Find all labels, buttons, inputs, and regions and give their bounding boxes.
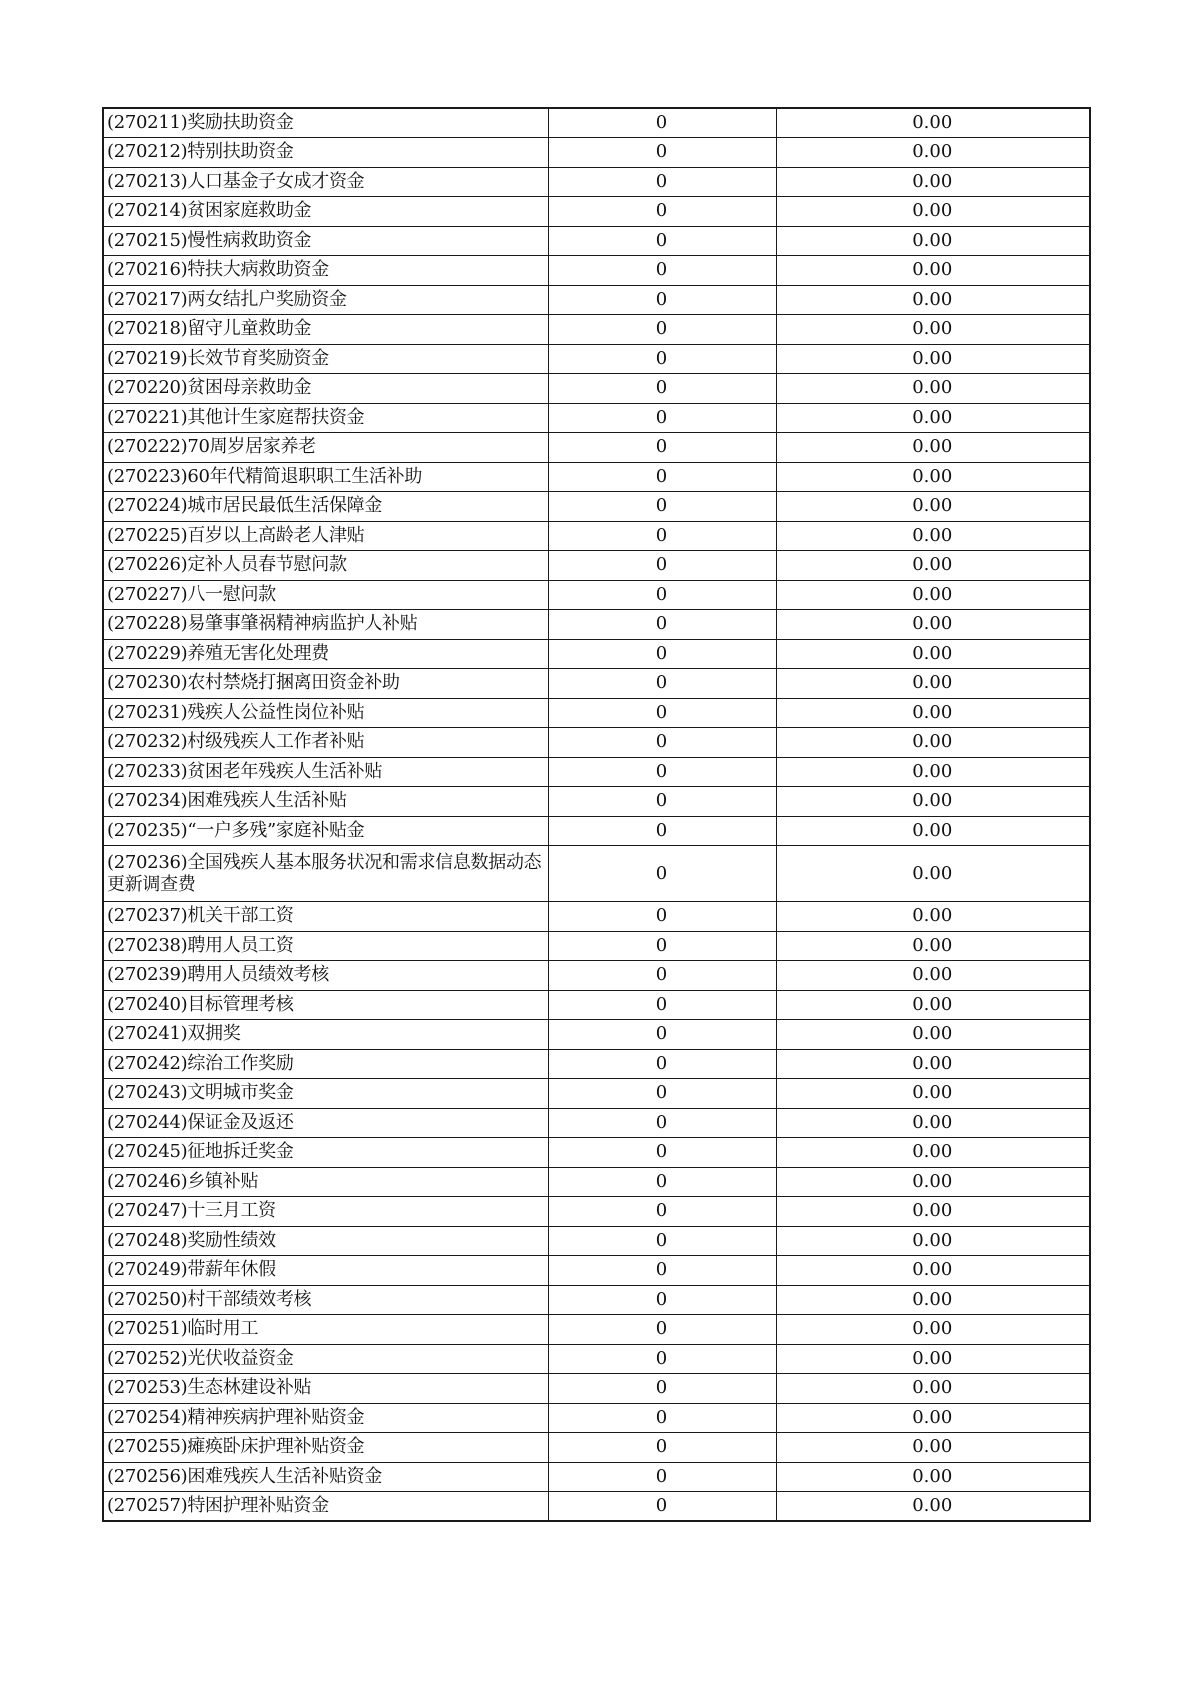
item-amount-cell: 0.00 xyxy=(776,226,1090,256)
item-name-cell: (270216)特扶大病救助资金 xyxy=(103,256,548,286)
table-row xyxy=(103,669,1090,699)
item-name-cell: (270223)60年代精简退职职工生活补助 xyxy=(103,462,548,492)
table-row xyxy=(103,961,1090,991)
item-amount-cell: 0.00 xyxy=(776,315,1090,345)
table-row xyxy=(103,1108,1090,1138)
item-amount-cell: 0.00 xyxy=(776,728,1090,758)
item-count-cell: 0 xyxy=(548,698,776,728)
item-amount-cell: 0.00 xyxy=(776,1049,1090,1079)
table-row xyxy=(103,138,1090,168)
item-amount-cell: 0.00 xyxy=(776,1256,1090,1286)
item-count-cell: 0 xyxy=(548,1285,776,1315)
item-name-cell: (270251)临时用工 xyxy=(103,1315,548,1345)
table-row xyxy=(103,285,1090,315)
table-row xyxy=(103,1079,1090,1109)
item-count-cell: 0 xyxy=(548,1197,776,1227)
table-row xyxy=(103,226,1090,256)
item-amount-cell: 0.00 xyxy=(776,1462,1090,1492)
item-name-cell: (270246)乡镇补贴 xyxy=(103,1167,548,1197)
item-amount-cell: 0.00 xyxy=(776,1285,1090,1315)
item-name-cell: (270240)目标管理考核 xyxy=(103,990,548,1020)
item-name-cell: (270225)百岁以上高龄老人津贴 xyxy=(103,521,548,551)
item-amount-cell: 0.00 xyxy=(776,197,1090,227)
item-count-cell: 0 xyxy=(548,1315,776,1345)
item-name-cell: (270242)综治工作奖励 xyxy=(103,1049,548,1079)
item-count-cell: 0 xyxy=(548,256,776,286)
item-amount-cell: 0.00 xyxy=(776,580,1090,610)
table-row xyxy=(103,990,1090,1020)
item-amount-cell: 0.00 xyxy=(776,167,1090,197)
item-count-cell: 0 xyxy=(548,1167,776,1197)
item-name-cell: (270215)慢性病救助资金 xyxy=(103,226,548,256)
item-count-cell: 0 xyxy=(548,1433,776,1463)
item-name-cell: (270218)留守儿童救助金 xyxy=(103,315,548,345)
item-amount-cell: 0.00 xyxy=(776,961,1090,991)
item-name-cell: (270235)“一户多残”家庭补贴金 xyxy=(103,816,548,846)
item-name-cell: (270233)贫困老年残疾人生活补贴 xyxy=(103,757,548,787)
item-name-cell: (270231)残疾人公益性岗位补贴 xyxy=(103,698,548,728)
item-name-cell: (270243)文明城市奖金 xyxy=(103,1079,548,1109)
item-count-cell: 0 xyxy=(548,315,776,345)
item-count-cell: 0 xyxy=(548,846,776,902)
item-name-cell: (270234)困难残疾人生活补贴 xyxy=(103,787,548,817)
item-amount-cell: 0.00 xyxy=(776,1020,1090,1050)
item-name-cell: (270229)养殖无害化处理费 xyxy=(103,639,548,669)
item-amount-cell: 0.00 xyxy=(776,610,1090,640)
item-amount-cell: 0.00 xyxy=(776,639,1090,669)
item-count-cell: 0 xyxy=(548,580,776,610)
item-amount-cell: 0.00 xyxy=(776,787,1090,817)
item-count-cell: 0 xyxy=(548,521,776,551)
item-name-cell: (270212)特别扶助资金 xyxy=(103,138,548,168)
item-count-cell: 0 xyxy=(548,816,776,846)
item-amount-cell: 0.00 xyxy=(776,1079,1090,1109)
item-name-cell: (270227)八一慰问款 xyxy=(103,580,548,610)
item-name-cell: (270221)其他计生家庭帮扶资金 xyxy=(103,403,548,433)
table-row xyxy=(103,757,1090,787)
item-count-cell: 0 xyxy=(548,639,776,669)
item-name-cell: (270249)带薪年休假 xyxy=(103,1256,548,1286)
item-name-cell: (270237)机关干部工资 xyxy=(103,902,548,932)
item-amount-cell: 0.00 xyxy=(776,1197,1090,1227)
item-name-cell: (270211)奖励扶助资金 xyxy=(103,108,548,138)
item-name-cell: (270219)长效节育奖励资金 xyxy=(103,344,548,374)
item-count-cell: 0 xyxy=(548,462,776,492)
item-amount-cell: 0.00 xyxy=(776,757,1090,787)
table-row xyxy=(103,492,1090,522)
table-row xyxy=(103,315,1090,345)
table-row xyxy=(103,1462,1090,1492)
item-count-cell: 0 xyxy=(548,492,776,522)
item-count-cell: 0 xyxy=(548,1344,776,1374)
item-count-cell: 0 xyxy=(548,787,776,817)
item-name-cell: (270217)两女结扎户奖励资金 xyxy=(103,285,548,315)
table-row xyxy=(103,728,1090,758)
item-amount-cell: 0.00 xyxy=(776,1315,1090,1345)
item-count-cell: 0 xyxy=(548,197,776,227)
item-amount-cell: 0.00 xyxy=(776,1492,1090,1522)
item-amount-cell: 0.00 xyxy=(776,1167,1090,1197)
item-count-cell: 0 xyxy=(548,226,776,256)
item-amount-cell: 0.00 xyxy=(776,551,1090,581)
item-count-cell: 0 xyxy=(548,1020,776,1050)
item-name-cell: (270247)十三月工资 xyxy=(103,1197,548,1227)
item-count-cell: 0 xyxy=(548,1049,776,1079)
item-name-cell: (270255)瘫痪卧床护理补贴资金 xyxy=(103,1433,548,1463)
item-amount-cell: 0.00 xyxy=(776,521,1090,551)
item-name-cell: (270241)双拥奖 xyxy=(103,1020,548,1050)
item-name-cell: (270252)光伏收益资金 xyxy=(103,1344,548,1374)
item-amount-cell: 0.00 xyxy=(776,433,1090,463)
item-name-cell: (270220)贫困母亲救助金 xyxy=(103,374,548,404)
item-count-cell: 0 xyxy=(548,728,776,758)
item-count-cell: 0 xyxy=(548,1108,776,1138)
table-row xyxy=(103,1433,1090,1463)
item-count-cell: 0 xyxy=(548,1079,776,1109)
table-row xyxy=(103,197,1090,227)
item-count-cell: 0 xyxy=(548,167,776,197)
budget-table xyxy=(102,107,1091,1522)
item-name-cell: (270250)村干部绩效考核 xyxy=(103,1285,548,1315)
table-row xyxy=(103,816,1090,846)
item-name-cell: (270236)全国残疾人基本服务状况和需求信息数据动态更新调查费 xyxy=(103,846,548,902)
item-name-cell: (270224)城市居民最低生活保障金 xyxy=(103,492,548,522)
item-count-cell: 0 xyxy=(548,931,776,961)
item-amount-cell: 0.00 xyxy=(776,990,1090,1020)
item-amount-cell: 0.00 xyxy=(776,256,1090,286)
item-amount-cell: 0.00 xyxy=(776,902,1090,932)
table-row xyxy=(103,1049,1090,1079)
item-amount-cell: 0.00 xyxy=(776,374,1090,404)
table-row xyxy=(103,521,1090,551)
table-row xyxy=(103,403,1090,433)
item-count-cell: 0 xyxy=(548,138,776,168)
item-amount-cell: 0.00 xyxy=(776,138,1090,168)
table-row xyxy=(103,1374,1090,1404)
item-name-cell: (270248)奖励性绩效 xyxy=(103,1226,548,1256)
item-amount-cell: 0.00 xyxy=(776,669,1090,699)
item-amount-cell: 0.00 xyxy=(776,1433,1090,1463)
item-count-cell: 0 xyxy=(548,1462,776,1492)
item-count-cell: 0 xyxy=(548,285,776,315)
item-name-cell: (270245)征地拆迁奖金 xyxy=(103,1138,548,1168)
item-name-cell: (270226)定补人员春节慰问款 xyxy=(103,551,548,581)
item-count-cell: 0 xyxy=(548,1492,776,1522)
item-amount-cell: 0.00 xyxy=(776,1226,1090,1256)
table-row xyxy=(103,462,1090,492)
item-name-cell: (270214)贫困家庭救助金 xyxy=(103,197,548,227)
table-row xyxy=(103,1492,1090,1522)
table-row xyxy=(103,931,1090,961)
item-amount-cell: 0.00 xyxy=(776,1374,1090,1404)
item-count-cell: 0 xyxy=(548,108,776,138)
item-name-cell: (270230)农村禁烧打捆离田资金补助 xyxy=(103,669,548,699)
item-amount-cell: 0.00 xyxy=(776,108,1090,138)
item-name-cell: (270253)生态林建设补贴 xyxy=(103,1374,548,1404)
table-row xyxy=(103,1315,1090,1345)
table-row xyxy=(103,551,1090,581)
item-name-cell: (270228)易肇事肇祸精神病监护人补贴 xyxy=(103,610,548,640)
table-row xyxy=(103,698,1090,728)
table-row xyxy=(103,108,1090,138)
table-body xyxy=(103,108,1090,1521)
item-amount-cell: 0.00 xyxy=(776,698,1090,728)
table-row xyxy=(103,580,1090,610)
table-row xyxy=(103,374,1090,404)
table-row xyxy=(103,639,1090,669)
item-amount-cell: 0.00 xyxy=(776,492,1090,522)
item-count-cell: 0 xyxy=(548,757,776,787)
table-row xyxy=(103,1285,1090,1315)
table-row xyxy=(103,1197,1090,1227)
table-row xyxy=(103,344,1090,374)
table-row xyxy=(103,1403,1090,1433)
table-row xyxy=(103,1226,1090,1256)
table-row xyxy=(103,846,1090,902)
item-amount-cell: 0.00 xyxy=(776,1344,1090,1374)
table-row xyxy=(103,1138,1090,1168)
item-count-cell: 0 xyxy=(548,1403,776,1433)
item-count-cell: 0 xyxy=(548,551,776,581)
item-amount-cell: 0.00 xyxy=(776,403,1090,433)
table-row xyxy=(103,1344,1090,1374)
table-row xyxy=(103,902,1090,932)
item-count-cell: 0 xyxy=(548,433,776,463)
table-row xyxy=(103,256,1090,286)
item-count-cell: 0 xyxy=(548,403,776,433)
item-count-cell: 0 xyxy=(548,1374,776,1404)
item-amount-cell: 0.00 xyxy=(776,816,1090,846)
item-name-cell: (270238)聘用人员工资 xyxy=(103,931,548,961)
item-name-cell: (270244)保证金及返还 xyxy=(103,1108,548,1138)
item-count-cell: 0 xyxy=(548,1226,776,1256)
item-amount-cell: 0.00 xyxy=(776,931,1090,961)
item-name-cell: (270257)特困护理补贴资金 xyxy=(103,1492,548,1522)
item-amount-cell: 0.00 xyxy=(776,285,1090,315)
table-row xyxy=(103,1167,1090,1197)
table-row xyxy=(103,787,1090,817)
item-count-cell: 0 xyxy=(548,1256,776,1286)
item-count-cell: 0 xyxy=(548,374,776,404)
item-count-cell: 0 xyxy=(548,344,776,374)
item-count-cell: 0 xyxy=(548,1138,776,1168)
table-row xyxy=(103,1020,1090,1050)
item-amount-cell: 0.00 xyxy=(776,1108,1090,1138)
item-count-cell: 0 xyxy=(548,669,776,699)
item-count-cell: 0 xyxy=(548,990,776,1020)
item-name-cell: (270256)困难残疾人生活补贴资金 xyxy=(103,1462,548,1492)
table-row xyxy=(103,610,1090,640)
item-amount-cell: 0.00 xyxy=(776,1138,1090,1168)
item-amount-cell: 0.00 xyxy=(776,846,1090,902)
item-amount-cell: 0.00 xyxy=(776,344,1090,374)
item-count-cell: 0 xyxy=(548,610,776,640)
item-name-cell: (270213)人口基金子女成才资金 xyxy=(103,167,548,197)
item-count-cell: 0 xyxy=(548,961,776,991)
item-amount-cell: 0.00 xyxy=(776,462,1090,492)
item-amount-cell: 0.00 xyxy=(776,1403,1090,1433)
table-row xyxy=(103,433,1090,463)
item-name-cell: (270222)70周岁居家养老 xyxy=(103,433,548,463)
table-row xyxy=(103,167,1090,197)
item-name-cell: (270239)聘用人员绩效考核 xyxy=(103,961,548,991)
item-name-cell: (270254)精神疾病护理补贴资金 xyxy=(103,1403,548,1433)
item-name-cell: (270232)村级残疾人工作者补贴 xyxy=(103,728,548,758)
item-count-cell: 0 xyxy=(548,902,776,932)
table-row xyxy=(103,1256,1090,1286)
